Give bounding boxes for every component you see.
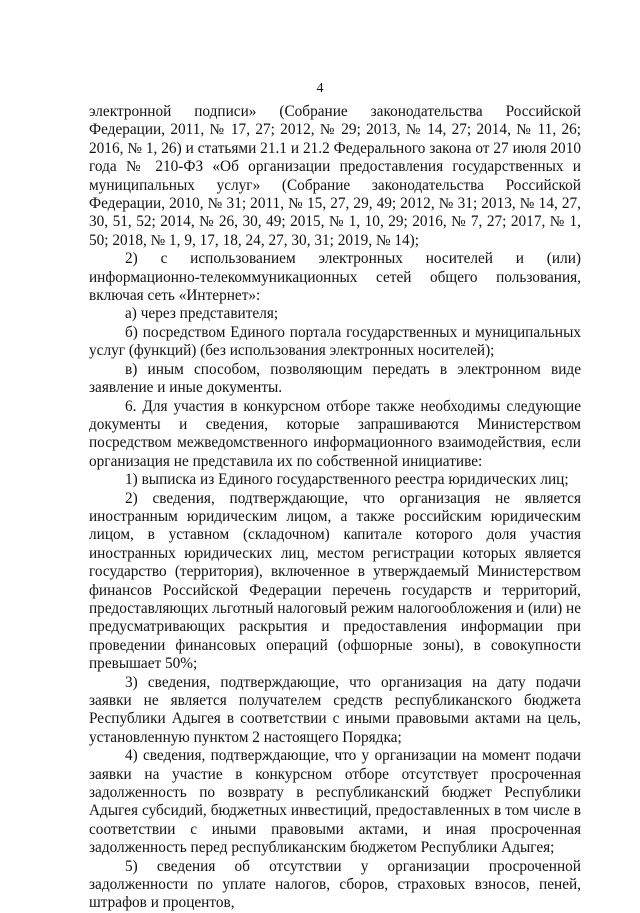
paragraph-item-2-electronic: 2) с использованием электронных носителей и (или) информационно-телекоммуникационных сетей общего пользования, включая сеть «Интернет»: [89,250,581,305]
paragraph-subitem-a: а) через представителя; [125,305,279,323]
paragraph-list-item-1: 1) выписка из Единого государственного реестра юридических лиц; [125,471,569,489]
paragraph-clause-6: 6. Для участия в конкурсном отборе также необходимы следующие документы и сведения, которые запрашиваются Министерством посредством межведомственного информационного взаимодействия, если организация не представила их по собственной инициативе: [89,397,581,470]
paragraph-law-citations: электронной подписи» (Собрание законодательства Российской Федерации, 2011, № 17, 27; 2012, № 29; 2013, № 14, 27; 2014, № 11, 26; 2016, № 1, 26) и статьями 21.1 и 21.2 Федерального закона от 27 июля 2010 года № 210-ФЗ «Об организации предоставления государственных и муниципальных услуг» (Собрание законодательства Российской Федерации, 2010, № 31; 2011, № 15, 27, 29, 49; 2012, № 31; 2013, № 14, 27, 30, 51, 52; 2014, № 26, 30, 49; 2015, № 1, 10, 29; 2016, № 7, 27; 2017, № 1, 50; 2018, № 1, 9, 17, 18, 24, 27, 30, 31; 2019, № 14); [89,103,581,249]
paragraph-subitem-b: б) посредством Единого портала государственных и муниципальных услуг (функций) (без использования электронных носителей); [89,323,581,360]
paragraph-list-item-4: 4) сведения, подтверждающие, что у организации на момент подачи заявки на участие в конкурсном отборе отсутствует просроченная задолженность по возврату в республиканский бюджет Республики Адыгея субсидий, бюджетных инвестиций, предоставленных в том числе в соответствии с иными правовыми актами, и иная просроченная задолженность перед республиканским бюджетом Республики Адыгея; [89,747,581,857]
paragraph-list-item-3: 3) сведения, подтверждающие, что организация на дату подачи заявки не является получателем средств республиканского бюджета Республики Адыгея в соответствии с иными правовыми актами на цель, установленную пунктом 2 настоящего Порядка; [89,673,581,746]
page-number: 4 [316,81,324,96]
paragraph-subitem-v: в) иным способом, позволяющим передать в электронном виде заявление и иные документы. [89,360,581,397]
document-body [89,103,581,913]
paragraph-list-item-5: 5) сведения об отсутствии у организации просроченной задолженности по уплате налогов, сборов, страховых взносов, пеней, штрафов и процентов, [89,857,581,912]
paragraph-list-item-2: 2) сведения, подтверждающие, что организация не является иностранным юридическим лицом, а также российским юридическим лицом, в уставном (складочном) капитале которого доля участия иностранных юридических лиц, местом регистрации которых является государство (территория), включенное в утверждаемый Министерством финансов Российской Федерации перечень государств и территорий, предоставляющих льготный налоговый режим налогообложения и (или) не предусматривающих раскрытия и предоставления информации при проведении финансовых операций (офшорные зоны), в совокупности превышает 50%; [89,489,581,673]
